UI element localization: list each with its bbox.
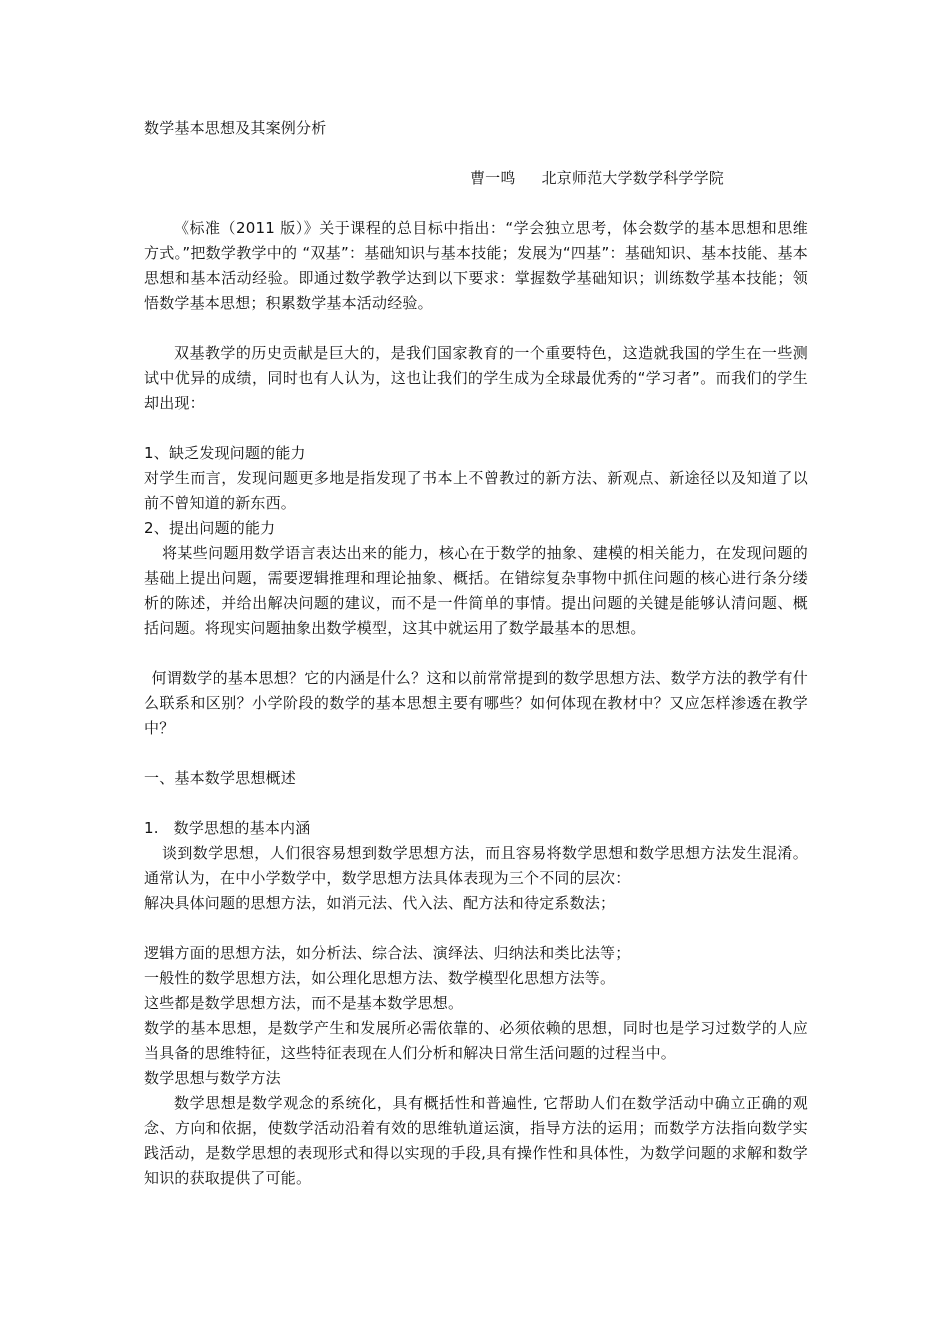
subsection2-paragraph: 数学思想是数学观念的系统化，具有概括性和普遍性, 它帮助人们在数学活动中确立正确的观念、方向和依据，使数学活动沿着有效的思维轨道运演，指导方法的运用；而数学方法指向数学实践活动，是数学思想的表现形式和得以实现的手段,具有操作性和具体性，为数学问题的求解和数学知识的获取提供了可能。 [144, 1094, 808, 1187]
item1-text: 对学生而言，发现问题更多地是指发现了书本上不曾教过的新方法、新观点、新途径以及知道了以前不曾知道的新东西。 [144, 469, 808, 512]
document-title: 数学基本思想及其案例分析 [144, 119, 327, 137]
item2-text: 将某些问题用数学语言表达出来的能力，核心在于数学的抽象、建模的相关能力，在发现问题的基础上提出问题，需要逻辑推理和理论抽象、概括。在错综复杂事物中抓住问题的核心进行条分缕析的陈述，并给出解决问题的建议，而不是一件简单的事情。提出问题的关键是能够认清问题、概括问题。将现实问题抽象出数学模型，这其中就运用了数学最基本的思想。 [144, 544, 808, 637]
author-line [144, 166, 808, 191]
level1-text: 解决具体问题的思想方法，如消元法、代入法、配方法和待定系数法； [144, 894, 616, 912]
author-affiliation: 北京师范大学数学科学学院 [541, 169, 724, 187]
level2-text: 逻辑方面的思想方法，如分析法、综合法、演绎法、归纳法和类比法等； [144, 944, 631, 962]
spacer [144, 316, 808, 341]
spacer [144, 791, 808, 816]
intro-paragraph: 《标准（2011 版）》关于课程的总目标中指出：“学会独立思考，体会数学的基本思想和思维方式。”把数学教学中的 “双基”：基础知识与基本技能；发展为“四基”：基础知识、基本技能、基本思想和基本活动经验。即通过数学教学达到以下要求：掌握数学基础知识；训练数学基本技能；领悟数学基本思想；积累数学基本活动经验。 [144, 219, 808, 312]
document-body [144, 116, 808, 1191]
history-paragraph: 双基教学的历史贡献是巨大的，是我们国家教育的一个重要特色，这造就我国的学生在一些测试中优异的成绩，同时也有人认为，这也让我们的学生成为全球最优秀的“学习者”。而我们的学生却出现： [144, 344, 808, 412]
summary-text: 这些都是数学思想方法，而不是基本数学思想。 [144, 994, 464, 1012]
section1-heading: 一、基本数学思想概述 [144, 769, 297, 787]
questions-paragraph: 何谓数学的基本思想？它的内涵是什么？这和以前常常提到的数学思想方法、数学方法的教学有什么联系和区别？小学阶段的数学的基本思想主要有哪些？如何体现在教材中？又应怎样渗透在教学中？ [144, 669, 808, 737]
subsection1-heading: 1. 数学思想的基本内涵 [144, 819, 311, 837]
definition-paragraph: 数学的基本思想，是数学产生和发展所必需依靠的、必须依赖的思想，同时也是学习过数学的人应当具备的思维特征，这些特征表现在人们分析和解决日常生活问题的过程当中。 [144, 1019, 808, 1062]
spacer [144, 741, 808, 766]
item1-heading: 1、缺乏发现问题的能力 [144, 444, 306, 462]
item2-heading: 2、提出问题的能力 [144, 519, 276, 537]
spacer [144, 416, 808, 441]
subsection1-paragraph: 谈到数学思想，人们很容易想到数学思想方法，而且容易将数学思想和数学思想方法发生混淆。通常认为，在中小学数学中，数学思想方法具体表现为三个不同的层次： [144, 844, 808, 887]
level3-text: 一般性的数学思想方法，如公理化思想方法、数学模型化思想方法等。 [144, 969, 616, 987]
subsection2-heading: 数学思想与数学方法 [144, 1069, 281, 1087]
spacer [144, 916, 808, 941]
spacer [144, 641, 808, 666]
author-name: 曹一鸣 [469, 169, 516, 187]
